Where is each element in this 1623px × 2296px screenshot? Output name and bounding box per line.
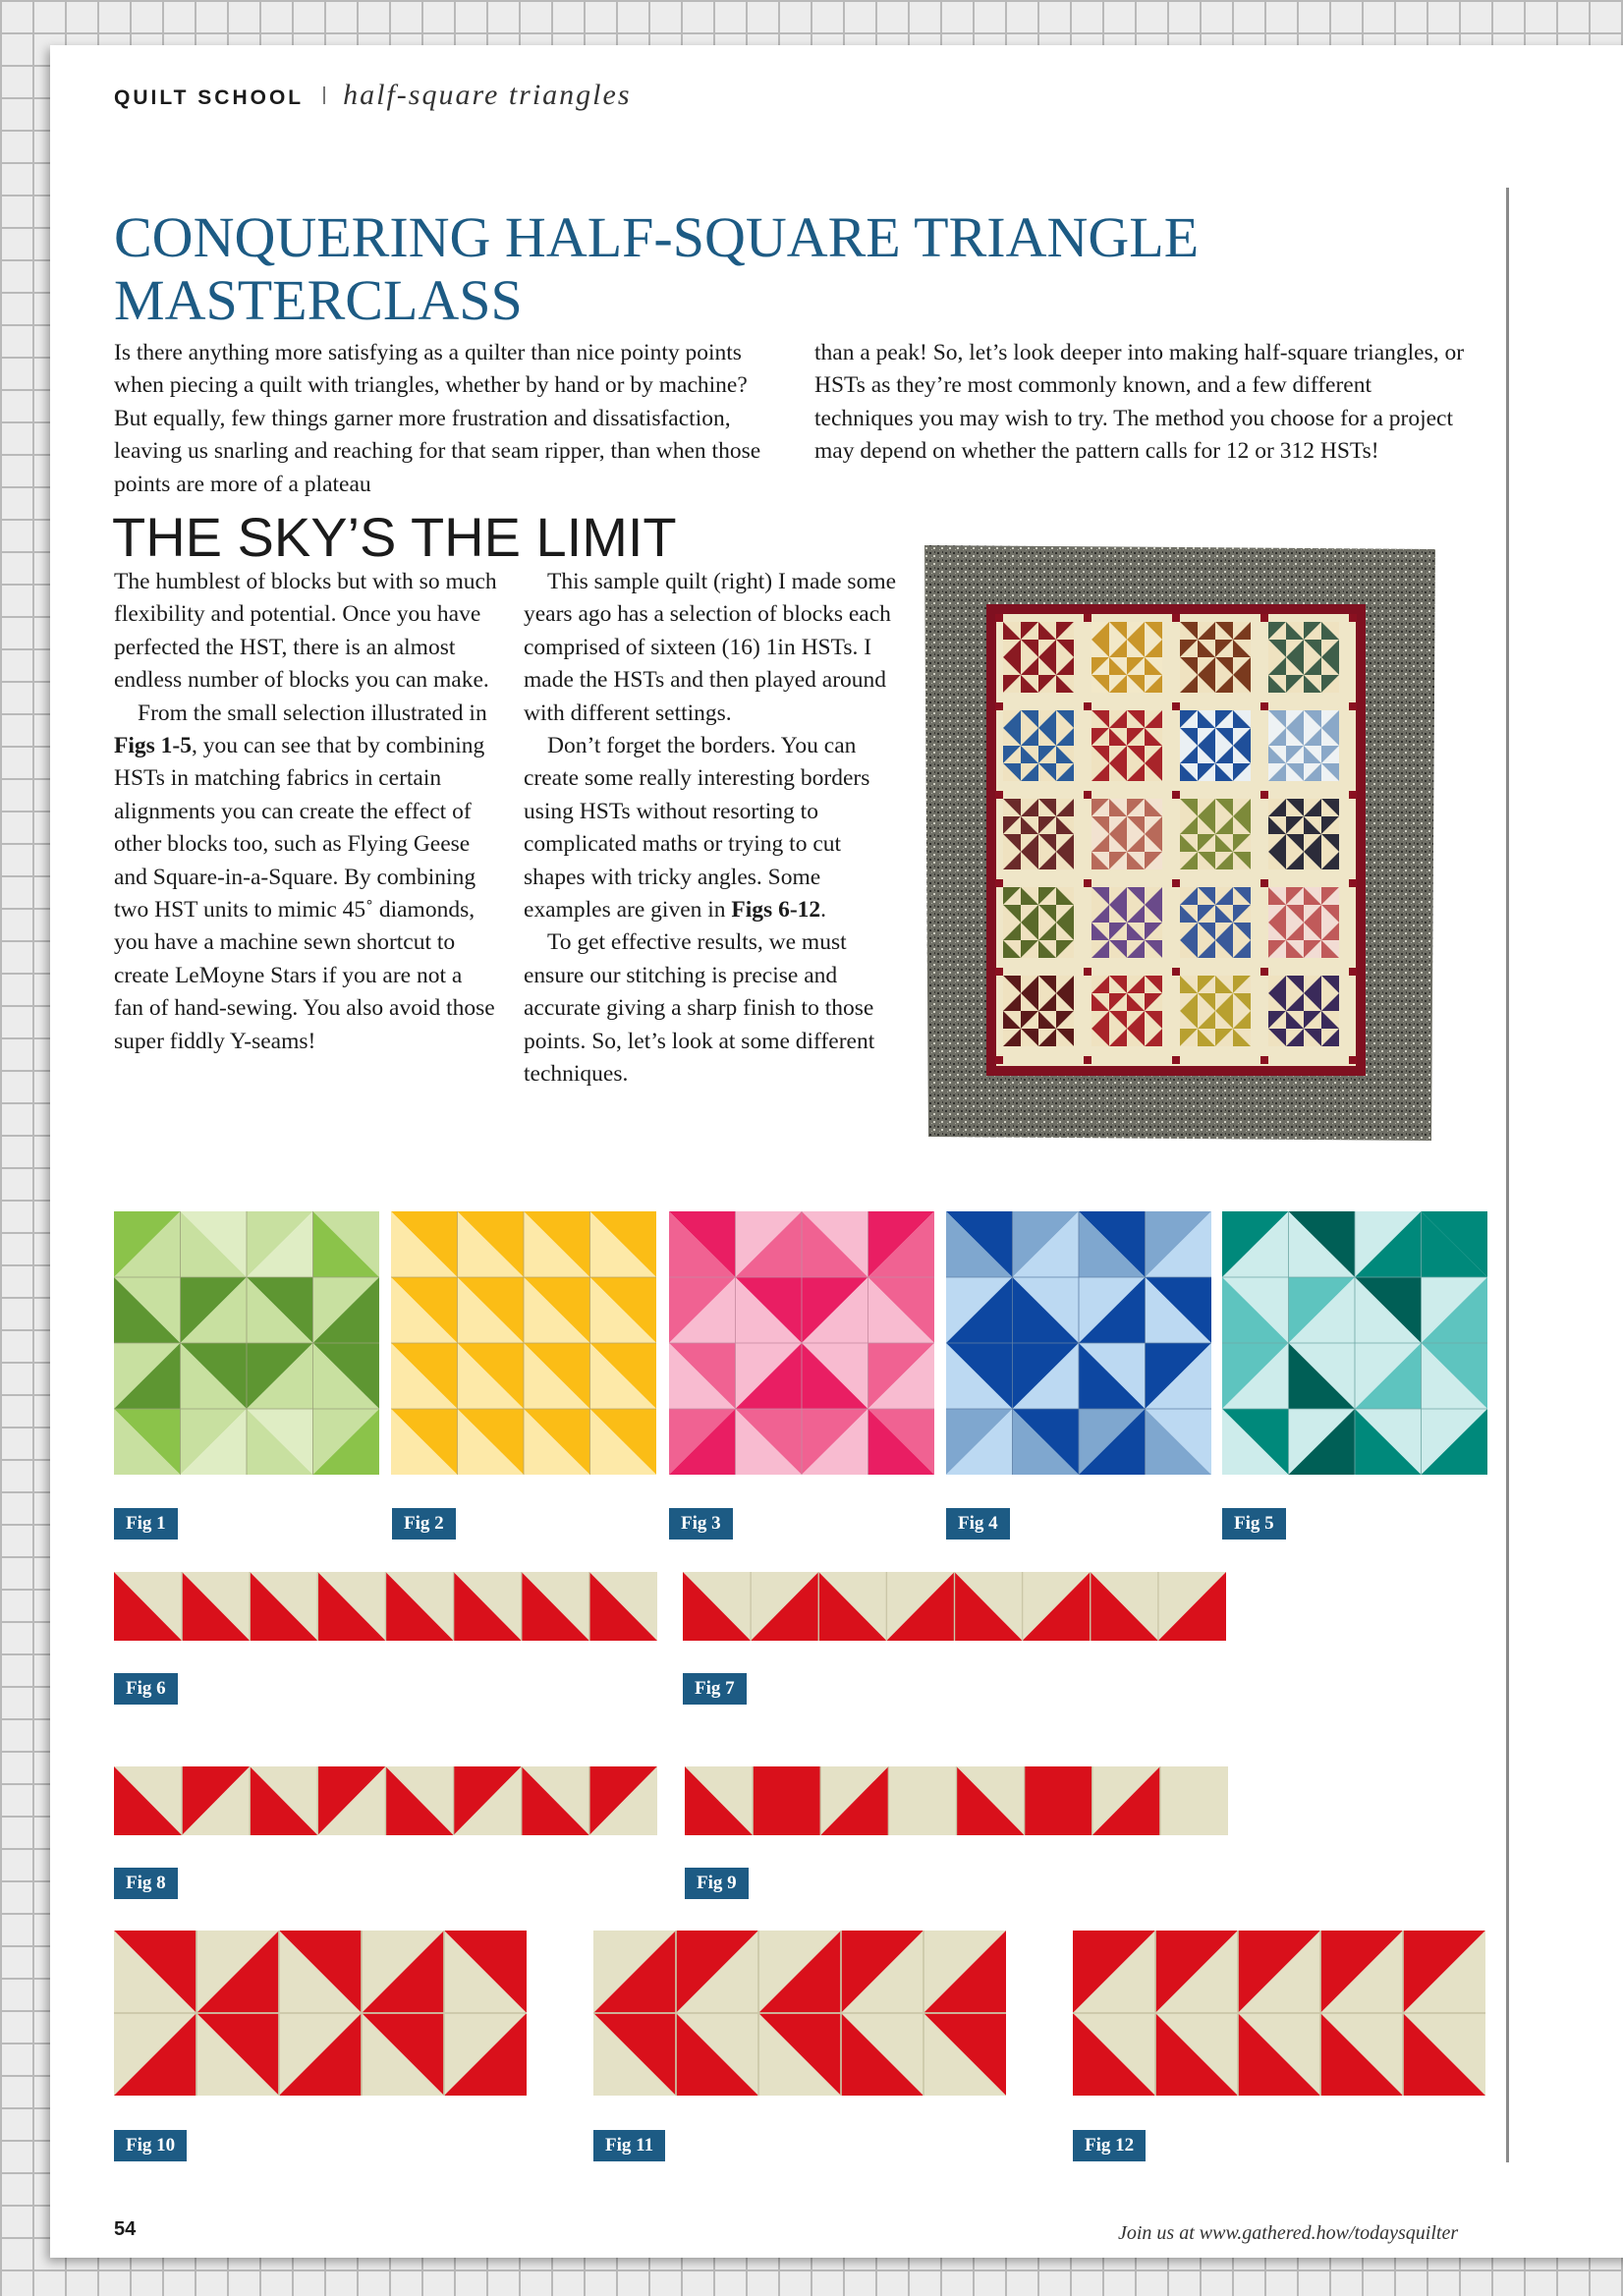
- article-title: CONQUERING HALF-SQUARE TRIANGLE MASTERCLASS: [114, 205, 1200, 332]
- cornerstone: [1172, 702, 1180, 710]
- fig2-block: [391, 1211, 656, 1475]
- cornerstone: [1349, 791, 1357, 799]
- plain-patch: [1025, 1766, 1092, 1835]
- body-paragraph: This sample quilt (right) I made some years ago has a selection of blocks each comprised of sixteen (16) 1in HSTs. I made the HSTs and then played around with different settings.: [524, 569, 897, 726]
- fig5-label: Fig 5: [1222, 1508, 1286, 1540]
- section-name: QUILT SCHOOL: [114, 86, 305, 109]
- cornerstone: [995, 791, 1003, 799]
- fig5-block: [1222, 1211, 1487, 1475]
- cornerstone: [1349, 614, 1357, 622]
- cornerstone: [1172, 614, 1180, 622]
- intro-text-1: Is there anything more satisfying as a quilter than nice pointy points when piecing a quilt with triangles, whether by hand or by machine? But equally, few things garner more frustration and dissatisfaction, leaving us snarling and reaching for that seam ripper, than when those points are more of a plateau: [114, 340, 761, 497]
- body-paragraph: The humblest of blocks but with so much flexibility and potential. Once you have perfected the HST, there is an almost endless number of blocks you can make.: [114, 569, 497, 694]
- intro-column-2: [814, 337, 1468, 469]
- page-number: 54: [114, 2218, 137, 2240]
- fig10-label: Fig 10: [114, 2130, 187, 2161]
- fig6-border: [114, 1572, 657, 1641]
- fig2-label: Fig 2: [392, 1508, 456, 1540]
- cornerstone: [1260, 968, 1268, 976]
- column-rule: [1506, 188, 1509, 2162]
- body-column-2: [524, 566, 897, 1092]
- cornerstone: [995, 702, 1003, 710]
- fig7-label: Fig 7: [683, 1673, 747, 1705]
- fig6-label: Fig 6: [114, 1673, 178, 1705]
- fig11-border: [593, 1931, 1006, 2096]
- fig1-block: [114, 1211, 379, 1475]
- intro-column-1: [114, 337, 786, 501]
- text-run: From the small selection illustrated in: [138, 700, 487, 726]
- plain-patch: [1160, 1766, 1228, 1835]
- cornerstone: [995, 968, 1003, 976]
- cornerstone: [1349, 702, 1357, 710]
- fig3-block: [669, 1211, 934, 1475]
- fig12-border: [1073, 1931, 1485, 2096]
- figure-reference: Figs 6-12: [731, 897, 821, 924]
- fig10-border: [114, 1931, 527, 2096]
- sample-quilt-photo: [921, 543, 1437, 1143]
- cornerstone: [1260, 702, 1268, 710]
- cornerstone: [995, 879, 1003, 887]
- cornerstone: [1349, 968, 1357, 976]
- text-run: .: [820, 897, 827, 924]
- plain-patch: [888, 1766, 956, 1835]
- cornerstone: [1084, 1056, 1091, 1064]
- cornerstone: [1084, 968, 1091, 976]
- cornerstone: [1084, 702, 1091, 710]
- fig8-label: Fig 8: [114, 1868, 178, 1899]
- fig3-label: Fig 3: [669, 1508, 733, 1540]
- fig4-label: Fig 4: [946, 1508, 1010, 1540]
- footer-website: Join us at www.gathered.how/todaysquilter: [1118, 2222, 1459, 2244]
- cornerstone: [1172, 791, 1180, 799]
- figure-reference: Figs 1-5: [114, 733, 192, 759]
- body-column-1: [114, 566, 497, 1058]
- text-run: Don’t forget the borders. You can create some really interesting borders using HSTs without resorting to complicated maths or trying to cut shapes with tricky angles. Some examples are given in: [524, 733, 870, 924]
- cornerstone: [1260, 879, 1268, 887]
- cornerstone: [1349, 1056, 1357, 1064]
- cornerstone: [1260, 1056, 1268, 1064]
- fig12-label: Fig 12: [1073, 2130, 1146, 2161]
- fig8-border: [114, 1766, 657, 1835]
- fig7-border: [683, 1572, 1226, 1641]
- cornerstone: [995, 614, 1003, 622]
- cornerstone: [1172, 879, 1180, 887]
- cornerstone: [1260, 614, 1268, 622]
- section-topic: half-square triangles: [343, 79, 632, 111]
- fig9-border: [685, 1766, 1228, 1835]
- running-header: [114, 79, 632, 112]
- fig1-label: Fig 1: [114, 1508, 178, 1540]
- cornerstone: [1084, 879, 1091, 887]
- cornerstone: [995, 1056, 1003, 1064]
- body-paragraph: [524, 730, 897, 926]
- cornerstone: [1172, 968, 1180, 976]
- cornerstone: [1084, 614, 1091, 622]
- body-paragraph: To get effective results, we must ensure our stitching is precise and accurate giving a sharp finish to those points. So, let’s look at some different techniques.: [524, 929, 875, 1088]
- header-divider: [323, 86, 325, 104]
- intro-text-2: than a peak! So, let’s look deeper into making half-square triangles, or HSTs as they’re most commonly known, and a few different techniques you may wish to try. The method you choose for a project may depend on whether the pattern calls for 12 or 312 HSTs!: [814, 340, 1465, 465]
- section-heading: THE SKY’S THE LIMIT: [112, 506, 677, 568]
- fig4-block: [946, 1211, 1211, 1475]
- cornerstone: [1260, 791, 1268, 799]
- text-run: , you can see that by combining HSTs in matching fabrics in certain alignments you can create the effect of other blocks too, such as Flying Geese and Square-in-a-Square. By combining two HST units to mimic 45˚ diamonds, you have a machine sewn shortcut to create LeMoyne Stars if you are not a fan of hand-sewing. You also avoid those super fiddly Y-seams!: [114, 733, 495, 1054]
- fig11-label: Fig 11: [593, 2130, 665, 2161]
- plain-patch: [753, 1766, 820, 1835]
- fig9-label: Fig 9: [685, 1868, 749, 1899]
- cornerstone: [1349, 879, 1357, 887]
- body-paragraph: [114, 698, 497, 1058]
- cornerstone: [1084, 791, 1091, 799]
- cornerstone: [1172, 1056, 1180, 1064]
